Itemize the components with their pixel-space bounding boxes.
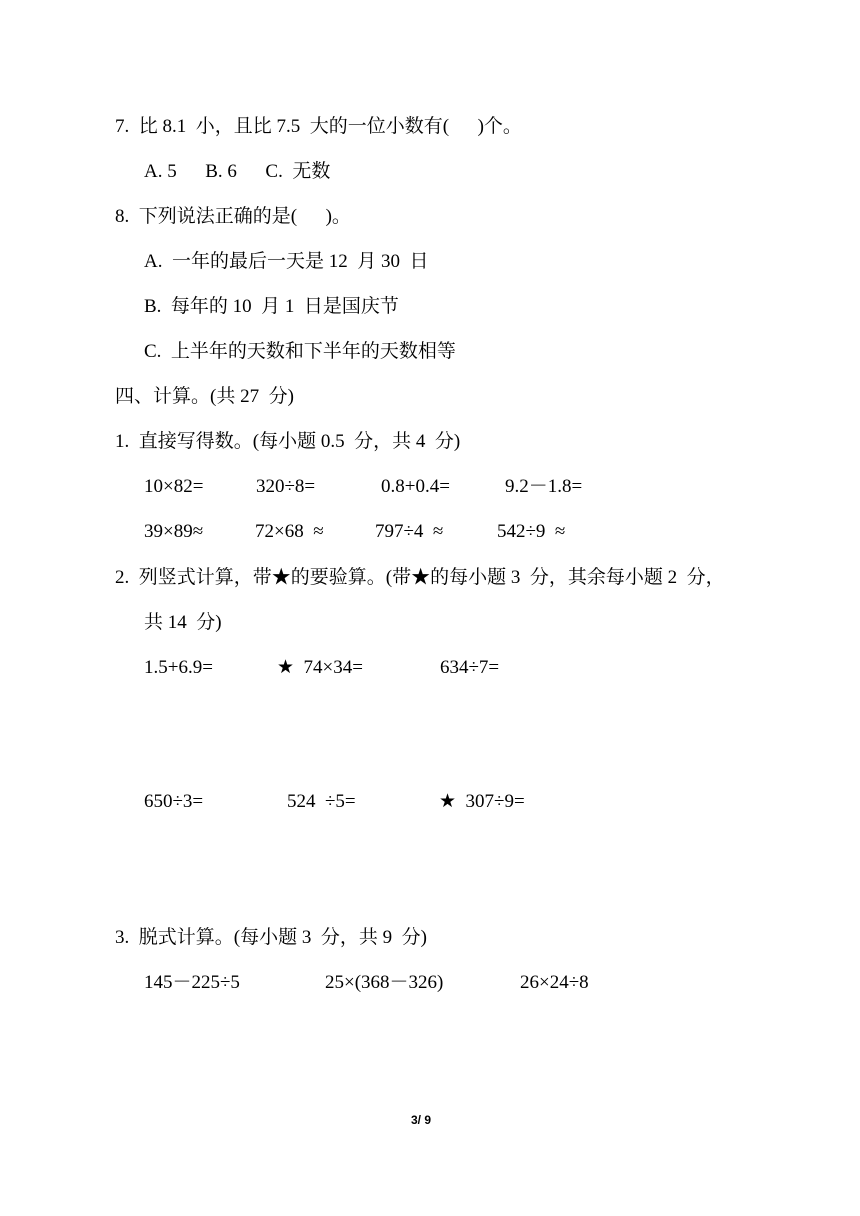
step-calc-item: 145－225÷5 bbox=[144, 972, 240, 993]
question-7-options: A. 5 B. 6 C. 无数 bbox=[144, 161, 331, 182]
estimate-item: 39×89≈ bbox=[144, 521, 204, 542]
estimate-item: 797÷4 ≈ bbox=[375, 521, 444, 542]
vertical-calc-item: ★ 74×34= bbox=[277, 657, 363, 678]
part-1-heading: 1. 直接写得数。(每小题 0.5 分，共 4 分) bbox=[115, 431, 461, 452]
estimate-item: 72×68 ≈ bbox=[255, 521, 324, 542]
mental-math-item: 0.8+0.4= bbox=[381, 476, 450, 497]
vertical-calc-item: ★ 307÷9= bbox=[439, 791, 525, 812]
step-calc-item: 26×24÷8 bbox=[520, 972, 589, 993]
vertical-calc-item: 650÷3= bbox=[144, 791, 204, 812]
vertical-calc-item: 524 ÷5= bbox=[287, 791, 356, 812]
part-2-heading-line-2: 共 14 分) bbox=[144, 612, 222, 633]
part-3-heading: 3. 脱式计算。(每小题 3 分，共 9 分) bbox=[115, 927, 427, 948]
question-7-text: 7. 比 8.1 小，且比 7.5 大的一位小数有( )个。 bbox=[115, 116, 522, 137]
question-8-option-c: C. 上半年的天数和下半年的天数相等 bbox=[144, 341, 456, 362]
question-8-option-b: B. 每年的 10 月 1 日是国庆节 bbox=[144, 296, 399, 317]
step-calc-item: 25×(368－326) bbox=[325, 972, 444, 993]
mental-math-item: 10×82= bbox=[144, 476, 204, 497]
estimate-item: 542÷9 ≈ bbox=[497, 521, 566, 542]
vertical-calc-item: 634÷7= bbox=[440, 657, 500, 678]
section-4-title: 四、计算。(共 27 分) bbox=[115, 386, 294, 407]
question-8-option-a: A. 一年的最后一天是 12 月 30 日 bbox=[144, 251, 429, 272]
question-8-text: 8. 下列说法正确的是( )。 bbox=[115, 206, 351, 227]
mental-math-item: 320÷8= bbox=[256, 476, 316, 497]
part-2-heading-line-1: 2. 列竖式计算，带★的要验算。(带★的每小题 3 分，其余每小题 2 分， bbox=[115, 567, 725, 588]
mental-math-item: 9.2－1.8= bbox=[505, 476, 583, 497]
vertical-calc-item: 1.5+6.9= bbox=[144, 657, 213, 678]
page-number: 3/ 9 bbox=[411, 1113, 432, 1127]
